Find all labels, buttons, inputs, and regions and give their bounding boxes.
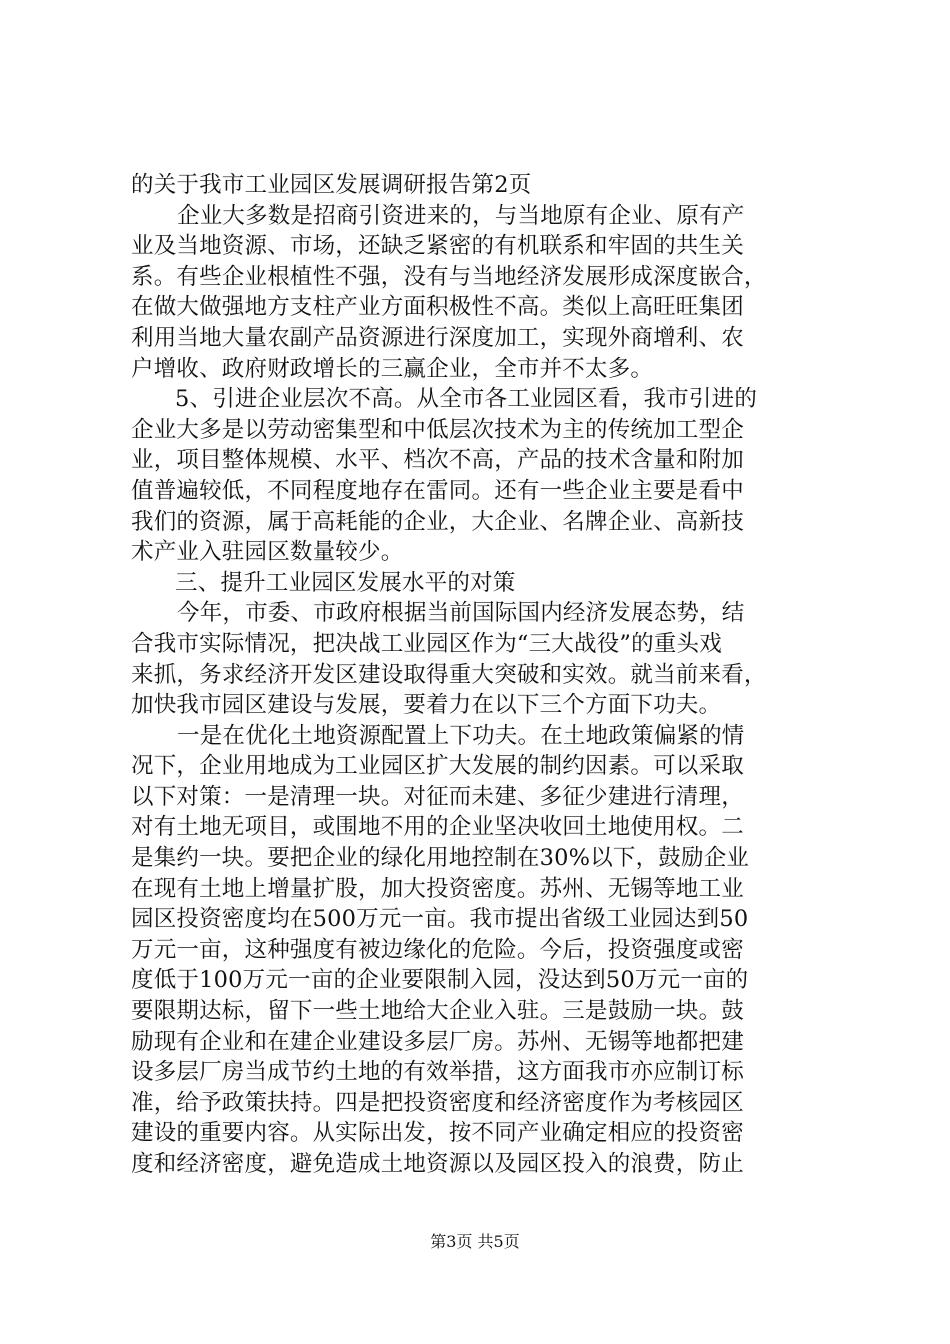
- text-line: 万元一亩，这种强度有被边缘化的危险。今后，投资强度或密: [131, 936, 744, 963]
- text-line: 企业大多数是招商引资进来的，与当地原有企业、原有产: [177, 202, 745, 229]
- text-line: 准，给予政策扶持。四是把投资密度和经济密度作为考核园区: [131, 1089, 744, 1116]
- text-line: 我们的资源，属于高耗能的企业，大企业、名牌企业、高新技: [131, 508, 744, 535]
- text-line: 值普遍较低，不同程度地存在雷同。还有一些企业主要是看中: [131, 477, 744, 504]
- text-line: 以下对策：一是清理一块。对征而未建、多征少建进行清理，: [131, 783, 744, 810]
- text-line: 来抓，务求经济开发区建设取得重大突破和实效。就当前来看，: [131, 661, 767, 688]
- text-line: 术产业入驻园区数量较少。: [131, 539, 404, 566]
- text-line: 加快我市园区建设与发展，要着力在以下三个方面下功夫。: [131, 692, 722, 719]
- text-line: 今年，市委、市政府根据当前国际国内经济发展态势，结: [177, 600, 745, 627]
- text-line: 户增收、政府财政增长的三赢企业，全市并不太多。: [131, 355, 654, 382]
- text-line: 励现有企业和在建企业建设多层厂房。苏州、无锡等地都把建: [131, 1028, 744, 1055]
- text-line: 合我市实际情况，把决战工业园区作为“三大战役”的重头戏: [131, 630, 722, 657]
- text-line: 业，项目整体规模、水平、档次不高，产品的技术含量和附加: [131, 447, 744, 474]
- text-line-title: 的关于我市工业园区发展调研报告第2页: [131, 172, 532, 198]
- document-body: [131, 170, 826, 1180]
- text-line: 系。有些企业根植性不强，没有与当地经济发展形成深度嵌合，: [131, 263, 767, 290]
- page-footer: 第3页 共5页: [430, 1232, 520, 1251]
- text-line: 况下，企业用地成为工业园区扩大发展的制约因素。可以采取: [131, 753, 744, 780]
- text-line: 度和经济密度，避免造成土地资源以及园区投入的浪费，防止: [131, 1151, 744, 1177]
- text-line: 在做大做强地方支柱产业方面积极性不高。类似上高旺旺集团: [131, 294, 744, 321]
- section-heading: 三、提升工业园区发展水平的对策: [175, 569, 516, 596]
- text-line: 是集约一块。要把企业的绿化用地控制在30%以下，鼓励企业: [131, 845, 750, 872]
- text-line: 建设的重要内容。从实际出发，按不同产业确定相应的投资密: [131, 1120, 744, 1147]
- text-line: 一是在优化土地资源配置上下功夫。在土地政策偏紧的情: [177, 722, 745, 749]
- text-line: 在现有土地上增量扩股，加大投资密度。苏州、无锡等地工业: [131, 875, 744, 902]
- text-line: 业及当地资源、市场，还缺乏紧密的有机联系和牢固的共生关: [131, 233, 744, 260]
- text-line: 企业大多是以劳动密集型和中低层次技术为主的传统加工型企: [131, 416, 744, 443]
- text-line: 利用当地大量农副产品资源进行深度加工，实现外商增利、农: [131, 324, 744, 351]
- text-line-section-5: 5、引进企业层次不高。从全市各工业园区看，我市引进的: [175, 386, 758, 413]
- text-line: 要限期达标，留下一些土地给大企业入驻。三是鼓励一块。鼓: [131, 998, 744, 1025]
- text-line: 园区投资密度均在500万元一亩。我市提出省级工业园达到50: [131, 906, 749, 933]
- text-line: 度低于100万元一亩的企业要限制入园，没达到50万元一亩的: [131, 967, 749, 994]
- text-line: 对有土地无项目，或围地不用的企业坚决收回土地使用权。二: [131, 814, 744, 841]
- text-line: 设多层厂房当成节约土地的有效举措，这方面我市亦应制订标: [131, 1059, 744, 1086]
